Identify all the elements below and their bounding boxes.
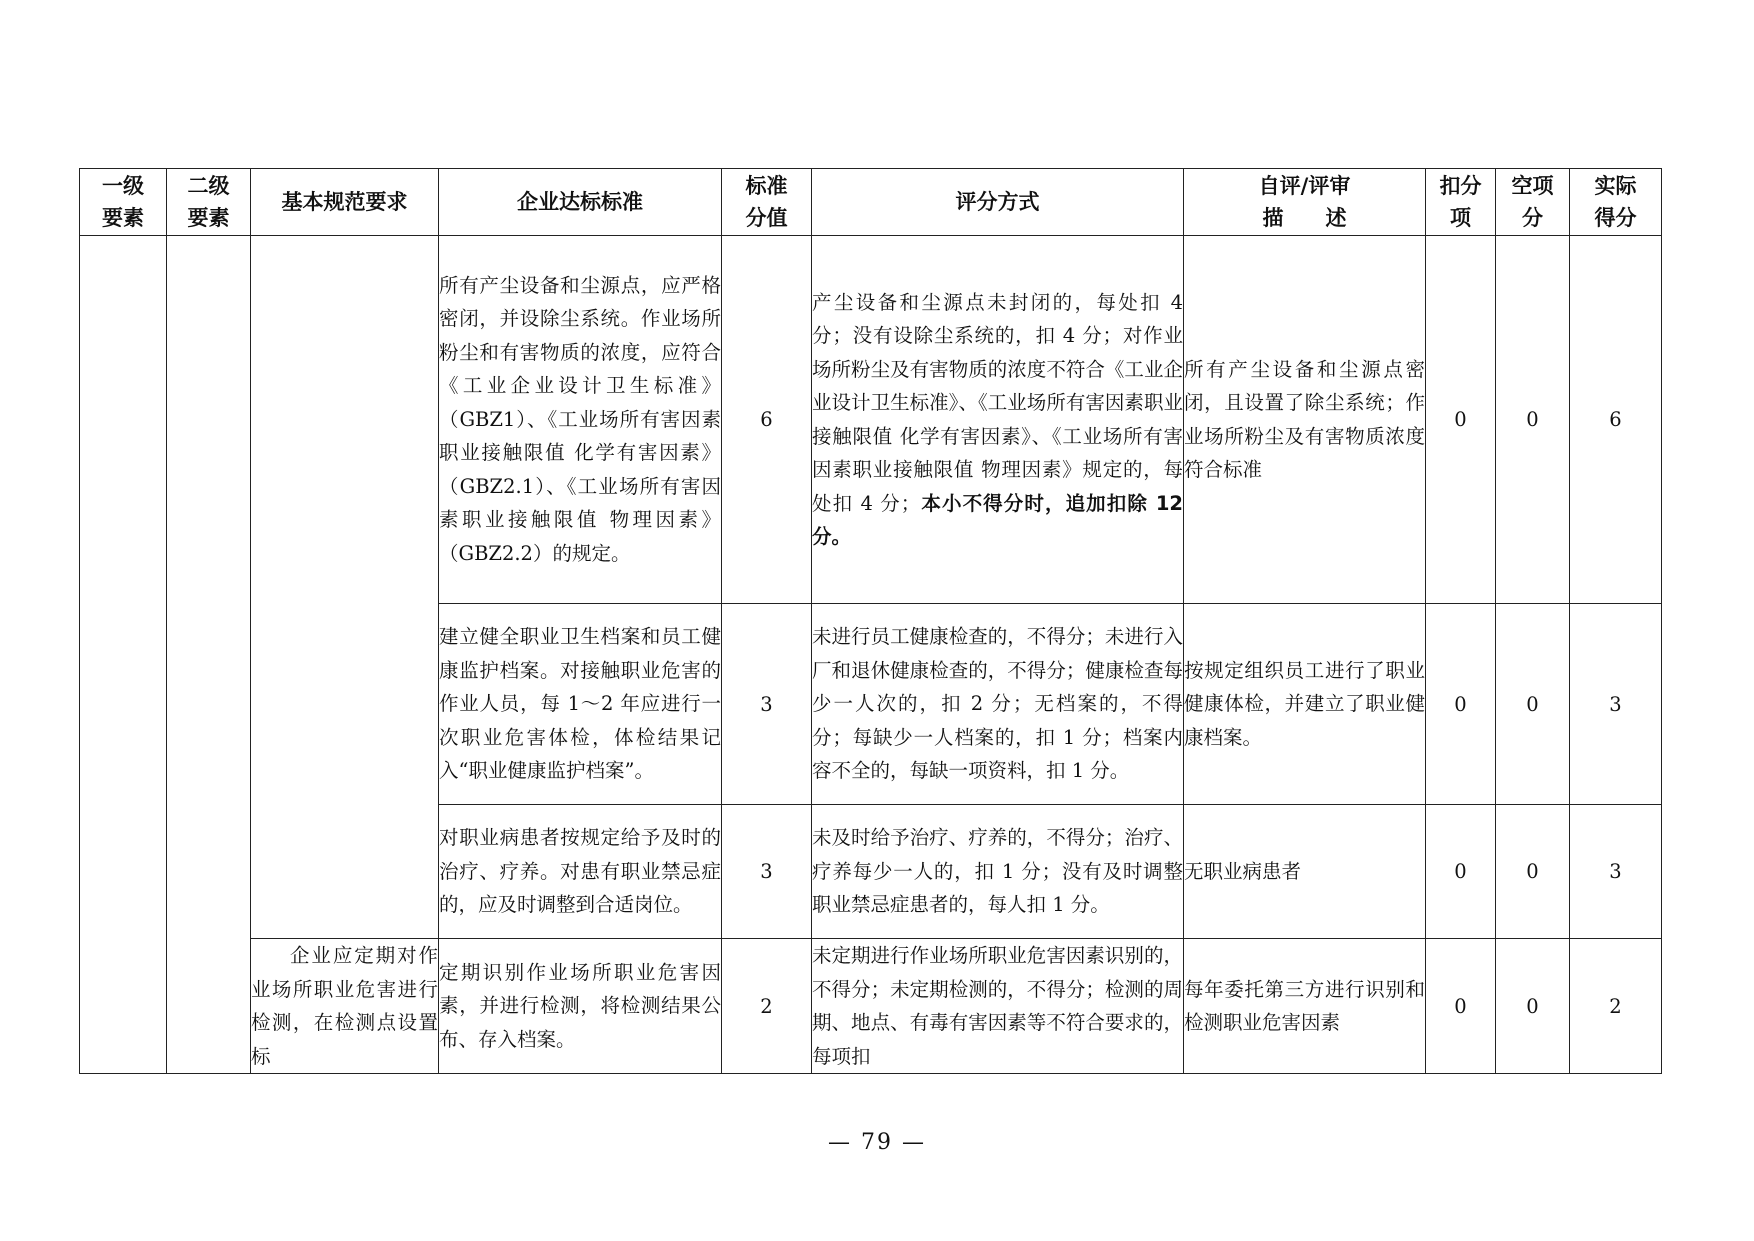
deduction-cell: 0 (1426, 939, 1496, 1074)
self-evaluation-cell: 所有产尘设备和尘源点密闭，且设置了除尘系统；作业场所粉尘及有害物质浓度符合标准 (1184, 236, 1426, 604)
empty-score-cell: 0 (1496, 604, 1570, 805)
score-cell: 3 (722, 604, 812, 805)
header-basic-requirement: 基本规范要求 (251, 169, 439, 236)
score-cell: 3 (722, 805, 812, 939)
deduction-cell: 0 (1426, 236, 1496, 604)
header-level2-element: 二级 要素 (167, 169, 251, 236)
self-evaluation-cell: 无职业病患者 (1184, 805, 1426, 939)
score-cell: 6 (722, 236, 812, 604)
header-enterprise-standard: 企业达标标准 (439, 169, 722, 236)
header-level1-element: 一级 要素 (80, 169, 167, 236)
standard-cell: 定期识别作业场所职业危害因素，并进行检测，将检测结果公布、存入档案。 (439, 939, 722, 1074)
level1-element-cell (80, 236, 167, 1074)
self-evaluation-cell: 按规定组织员工进行了职业健康体检，并建立了职业健康档案。 (1184, 604, 1426, 805)
basic-requirement-cell (251, 236, 439, 939)
scoring-method-cell: 未及时给予治疗、疗养的，不得分；治疗、疗养每少一人的，扣 1 分；没有及时调整职业禁忌症患者的，每人扣 1 分。 (812, 805, 1184, 939)
scoring-method-cell (812, 236, 1184, 604)
table-row (80, 939, 1662, 1074)
scoring-method-cell: 未进行员工健康检查的，不得分；未进行入厂和退休健康检查的，不得分；健康检查每少一人次的，扣 2 分；无档案的，不得分；每缺少一人档案的，扣 1 分；档案内容不全的，每缺一项资料，扣 1 分。 (812, 604, 1184, 805)
standard-cell: 对职业病患者按规定给予及时的治疗、疗养。对患有职业禁忌症的，应及时调整到合适岗位。 (439, 805, 722, 939)
empty-score-cell: 0 (1496, 236, 1570, 604)
standard-cell: 所有产尘设备和尘源点，应严格密闭，并设除尘系统。作业场所粉尘和有害物质的浓度，应符合《工业企业设计卫生标准》（GBZ1）、《工业场所有害因素职业接触限值 化学有害因素》（GBZ2.1）、《工业场所有害因素职业接触限值 物理因素》（GBZ2.2）的规定。 (439, 236, 722, 604)
header-standard-score: 标准 分值 (722, 169, 812, 236)
page-number: — 79 — (828, 1130, 926, 1155)
self-evaluation-cell: 每年委托第三方进行识别和检测职业危害因素 (1184, 939, 1426, 1074)
table-row (80, 236, 1662, 604)
deduction-cell: 0 (1426, 604, 1496, 805)
scoring-method-text: 产尘设备和尘源点未封闭的，每处扣 4 分；没有设除尘系统的，扣 4 分；对作业场所粉尘及有害物质的浓度不符合《工业企业设计卫生标准》、《工业场所有害因素职业接触限值 化学有害因素》、《工业场所有害因素职业接触限值 物理因素》规定的，每处扣 4 分； (812, 290, 1183, 515)
header-scoring-method: 评分方式 (812, 169, 1184, 236)
header-deduction: 扣分 项 (1426, 169, 1496, 236)
assessment-table (79, 168, 1662, 1074)
header-actual-score: 实际 得分 (1570, 169, 1662, 236)
empty-score-cell: 0 (1496, 939, 1570, 1074)
standard-cell: 建立健全职业卫生档案和员工健康监护档案。对接触职业危害的作业人员，每 1～2 年应进行一次职业危害体检，体检结果记入“职业健康监护档案”。 (439, 604, 722, 805)
header-self-evaluation: 自评/评审 描 述 (1184, 169, 1426, 236)
actual-score-cell: 3 (1570, 604, 1662, 805)
actual-score-cell: 3 (1570, 805, 1662, 939)
header-empty-score: 空项 分 (1496, 169, 1570, 236)
scoring-method-cell: 未定期进行作业场所职业危害因素识别的，不得分；未定期检测的，不得分；检测的周期、地点、有毒有害因素等不符合要求的，每项扣 (812, 939, 1184, 1074)
score-cell: 2 (722, 939, 812, 1074)
basic-requirement-cell: 企业应定期对作业场所职业危害进行检测，在检测点设置标 (251, 939, 439, 1074)
level2-element-cell (167, 236, 251, 1074)
actual-score-cell: 6 (1570, 236, 1662, 604)
scoring-method-bold-text: 本小不得分时，追加扣除 12 分。 (812, 491, 1183, 548)
empty-score-cell: 0 (1496, 805, 1570, 939)
table-header-row (80, 169, 1662, 236)
actual-score-cell: 2 (1570, 939, 1662, 1074)
deduction-cell: 0 (1426, 805, 1496, 939)
